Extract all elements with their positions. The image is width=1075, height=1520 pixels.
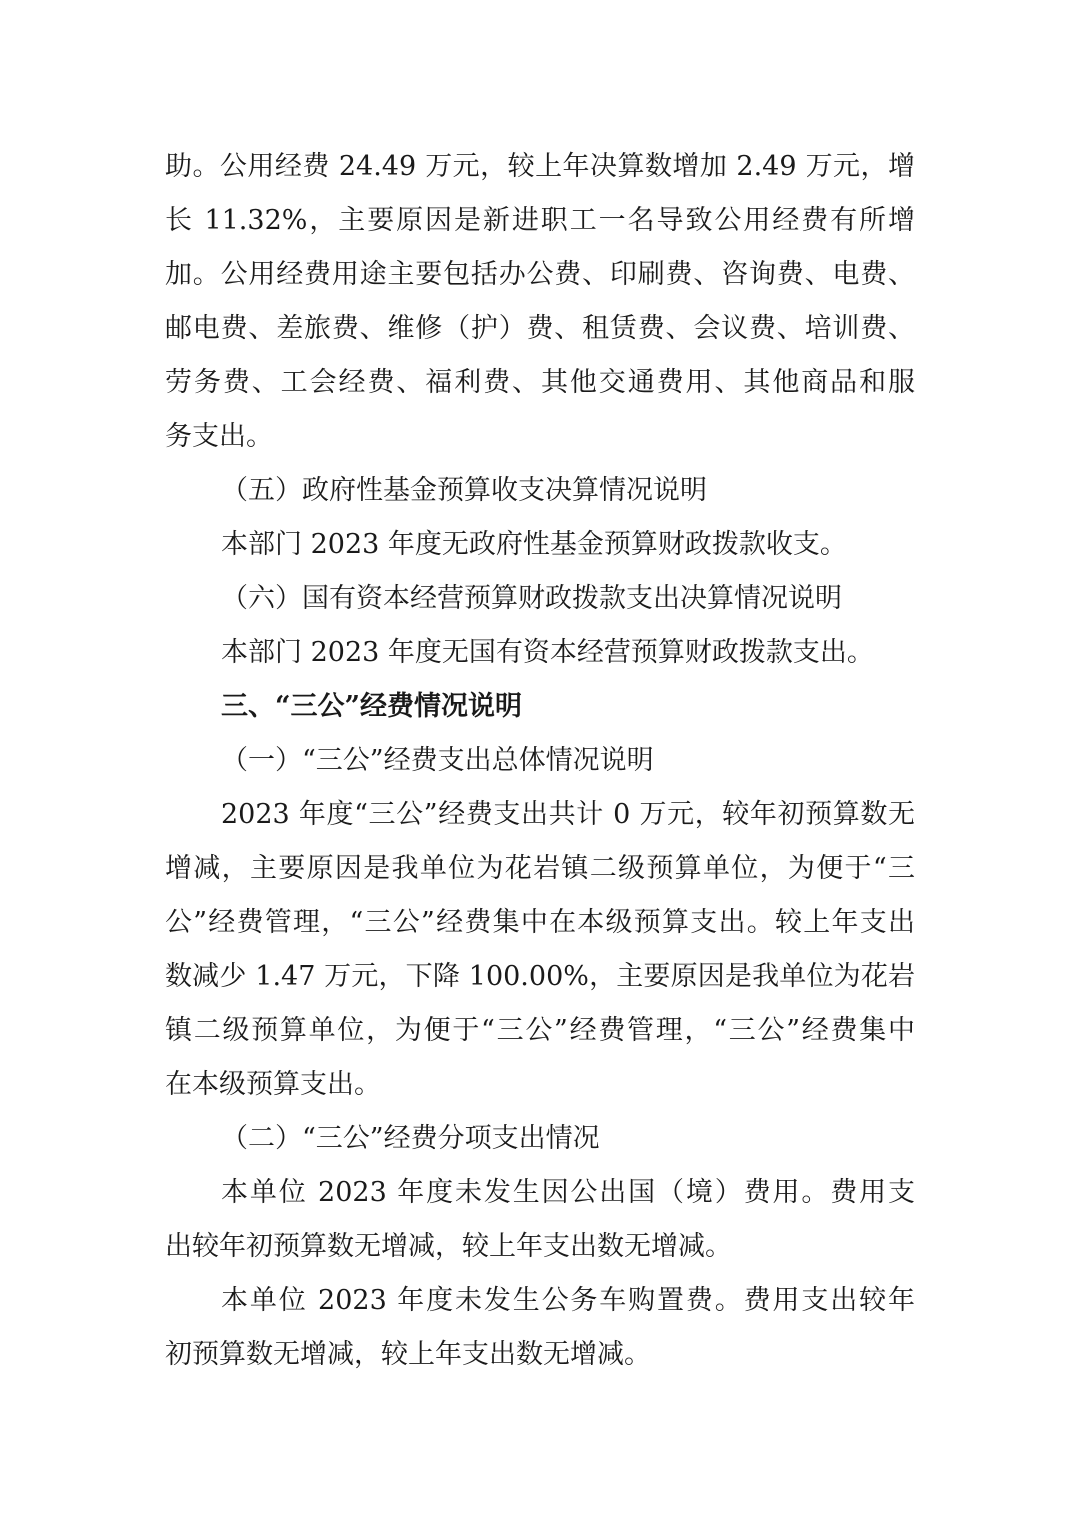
document-body: [165, 140, 915, 1382]
text-line: 加。公用经费用途主要包括办公费、印刷费、咨询费、电费、: [165, 259, 915, 290]
text-line: 本单位 2023 年度未发生因公出国（境）费用。费用支: [221, 1177, 915, 1208]
text-line: 数减少 1.47 万元，下降 100.00%，主要原因是我单位为花岩: [165, 961, 915, 992]
subsection-heading-itemized: （二）“三公”经费分项支出情况: [221, 1123, 600, 1154]
text-line: 公”经费管理，“三公”经费集中在本级预算支出。较上年支出: [165, 907, 915, 938]
paragraph-overseas-travel: [165, 1166, 915, 1274]
text-line: 增减，主要原因是我单位为花岩镇二级预算单位，为便于“三: [165, 853, 915, 884]
paragraph-public-expenses: [165, 140, 915, 464]
section-heading-government-fund: （五）政府性基金预算收支决算情况说明: [221, 475, 707, 506]
text-line: 在本级预算支出。: [165, 1069, 381, 1100]
text-line: 2023 年度“三公”经费支出共计 0 万元，较年初预算数无: [221, 799, 915, 830]
paragraph-state-capital: 本部门 2023 年度无国有资本经营预算财政拨款支出。: [221, 637, 874, 668]
text-line: 出较年初预算数无增减，较上年支出数无增减。: [165, 1231, 732, 1262]
text-line: 本单位 2023 年度未发生公务车购置费。费用支出较年: [221, 1285, 915, 1316]
text-line: 劳务费、工会经费、福利费、其他交通费用、其他商品和服: [165, 367, 915, 398]
subsection-heading-overall: （一）“三公”经费支出总体情况说明: [221, 745, 654, 776]
paragraph-vehicle-purchase: [165, 1274, 915, 1382]
paragraph-overall: [165, 788, 915, 1112]
section-heading-three-public: 三、“三公”经费情况说明: [221, 691, 523, 722]
text-line: 镇二级预算单位，为便于“三公”经费管理，“三公”经费集中: [165, 1015, 915, 1046]
paragraph-government-fund: 本部门 2023 年度无政府性基金预算财政拨款收支。: [221, 529, 847, 560]
text-line: 助。公用经费 24.49 万元，较上年决算数增加 2.49 万元，增: [165, 151, 915, 182]
section-heading-state-capital: （六）国有资本经营预算财政拨款支出决算情况说明: [221, 583, 842, 614]
text-line: 邮电费、差旅费、维修（护）费、租赁费、会议费、培训费、: [165, 313, 915, 344]
text-line: 务支出。: [165, 421, 273, 452]
text-line: 长 11.32%，主要原因是新进职工一名导致公用经费有所增: [165, 205, 915, 236]
text-line: 初预算数无增减，较上年支出数无增减。: [165, 1339, 651, 1370]
